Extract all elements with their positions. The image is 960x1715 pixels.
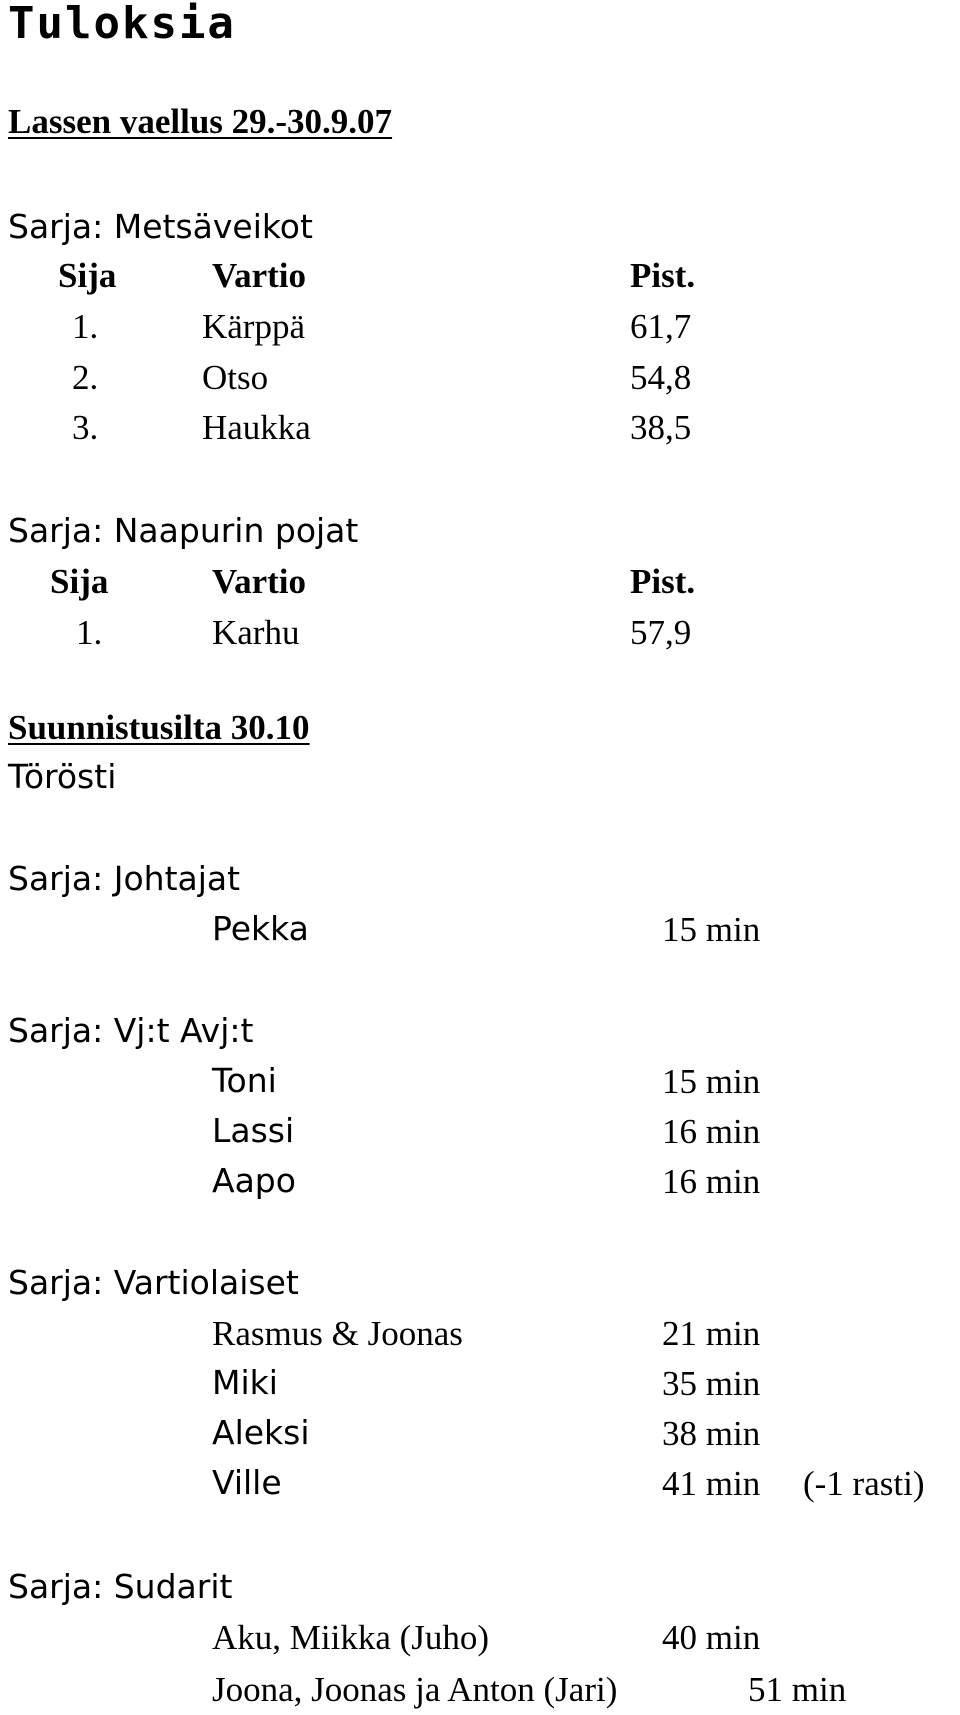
series-label-johtajat: Sarja: Johtajat bbox=[8, 859, 241, 898]
result-points: 57,9 bbox=[630, 613, 692, 652]
event-heading-suunnistusilta: Suunnistusilta 30.10 bbox=[8, 708, 310, 747]
result-name: Toni bbox=[212, 1061, 277, 1100]
result-name: Aku, Miikka (Juho) bbox=[212, 1618, 490, 1657]
result-name: Rasmus & Joonas bbox=[212, 1314, 463, 1353]
series-label-vjt-avjt: Sarja: Vj:t Avj:t bbox=[8, 1011, 254, 1050]
result-points: 61,7 bbox=[630, 307, 692, 346]
page-title: Tuloksia bbox=[8, 0, 236, 49]
result-place: 1. bbox=[76, 613, 103, 652]
series-label-vartiolaiset: Sarja: Vartiolaiset bbox=[8, 1263, 299, 1302]
result-place: 2. bbox=[72, 358, 99, 397]
result-name: Aleksi bbox=[212, 1413, 310, 1452]
series-label-sudarit: Sarja: Sudarit bbox=[8, 1567, 233, 1606]
result-time: 15 min bbox=[662, 910, 761, 949]
series-label-naapurin-pojat: Sarja: Naapurin pojat bbox=[8, 511, 359, 550]
result-points: 38,5 bbox=[630, 408, 692, 447]
result-name: Miki bbox=[212, 1363, 278, 1402]
result-patrol: Otso bbox=[202, 358, 269, 397]
result-time: 40 min bbox=[662, 1618, 761, 1657]
result-patrol: Kärppä bbox=[202, 307, 306, 346]
result-patrol: Haukka bbox=[202, 408, 311, 447]
result-time: 16 min bbox=[662, 1162, 761, 1201]
col-header-place: Sija bbox=[50, 562, 109, 601]
result-time: 16 min bbox=[662, 1112, 761, 1151]
result-points: 54,8 bbox=[630, 358, 692, 397]
result-patrol: Karhu bbox=[212, 613, 300, 652]
event-location: Törösti bbox=[8, 757, 117, 796]
result-name: Joona, Joonas ja Anton (Jari) bbox=[212, 1670, 618, 1709]
col-header-points: Pist. bbox=[630, 256, 696, 295]
col-header-place: Sija bbox=[58, 256, 117, 295]
col-header-patrol: Vartio bbox=[212, 562, 306, 601]
result-time: 21 min bbox=[662, 1314, 761, 1353]
result-note: (-1 rasti) bbox=[803, 1464, 925, 1503]
series-label-metsaveikot: Sarja: Metsäveikot bbox=[8, 207, 313, 246]
col-header-points: Pist. bbox=[630, 562, 696, 601]
result-time: 41 min bbox=[662, 1464, 761, 1503]
result-name: Pekka bbox=[212, 909, 309, 948]
result-place: 1. bbox=[72, 307, 99, 346]
result-name: Ville bbox=[212, 1463, 282, 1502]
result-time: 15 min bbox=[662, 1062, 761, 1101]
result-time: 51 min bbox=[748, 1670, 847, 1709]
result-time: 38 min bbox=[662, 1414, 761, 1453]
result-name: Aapo bbox=[212, 1161, 296, 1200]
col-header-patrol: Vartio bbox=[212, 256, 306, 295]
result-name: Lassi bbox=[212, 1111, 295, 1150]
result-time: 35 min bbox=[662, 1364, 761, 1403]
event-heading-lassen-vaellus: Lassen vaellus 29.-30.9.07 bbox=[8, 102, 393, 141]
result-place: 3. bbox=[72, 408, 99, 447]
